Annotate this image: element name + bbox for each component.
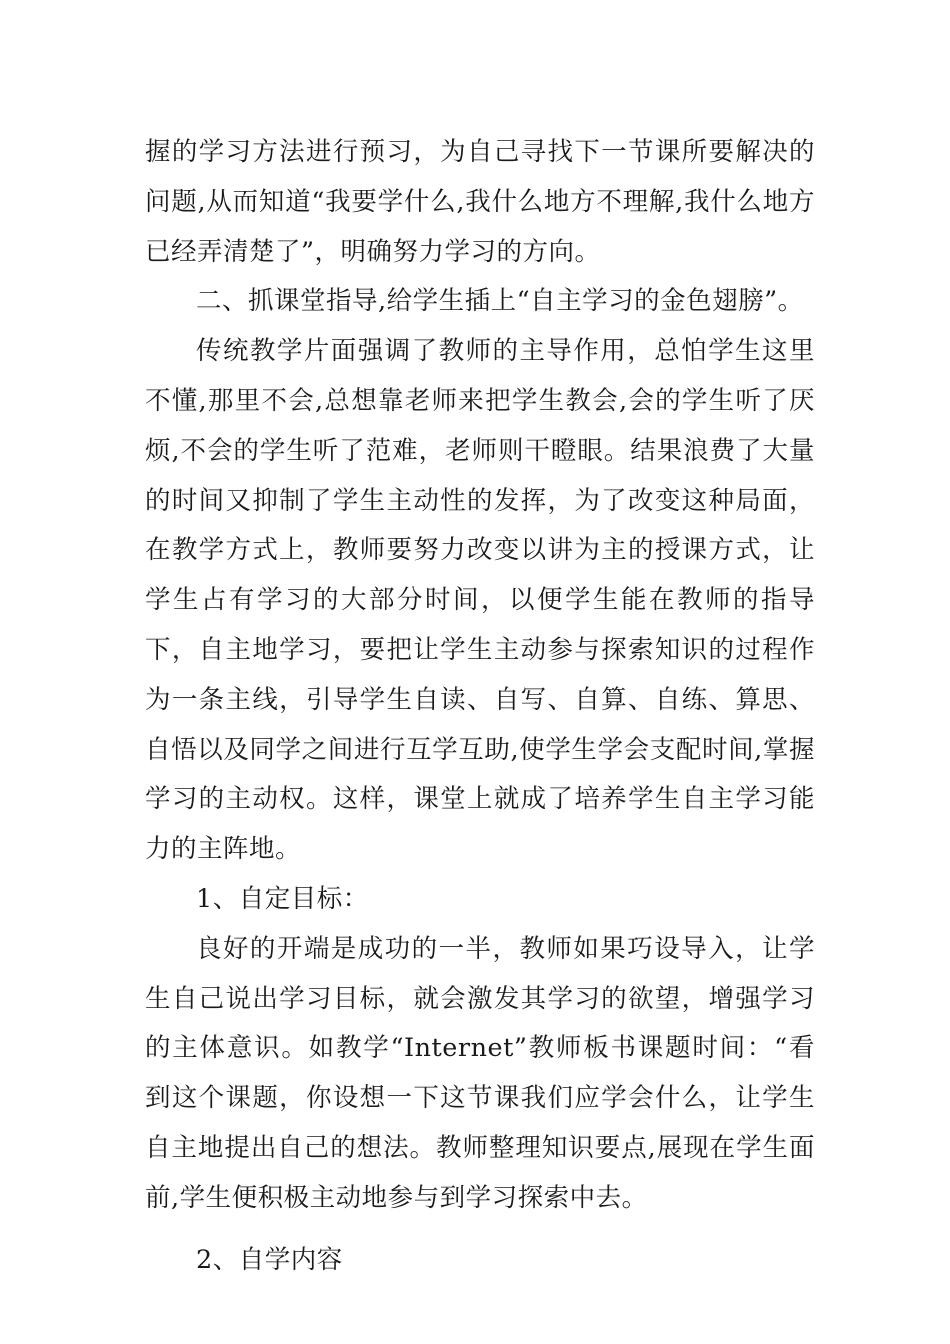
document-body: [145, 128, 815, 1285]
paragraph-traditional-teaching: 传统教学片面强调了教师的主导作用，总怕学生这里不懂,那里不会,总想靠老师来把学生教会,会的学生听了厌烦,不会的学生听了范难，老师则干瞪眼。结果浪费了大量的时间又抑制了学生主动性的发挥，为了改变这种局面，在教学方式上，教师要努力改变以讲为主的授课方式，让学生占有学习的大部分时间，以便学生能在教师的指导下，自主地学习，要把让学生主动参与探索知识的过程作为一条主线，引导学生自读、自写、自算、自练、算思、自悟以及同学之间进行互学互助,使学生学会支配时间,掌握学习的主动权。这样，课堂上就成了培养学生自主学习能力的主阵地。: [145, 336, 815, 865]
section-heading-2: 二、抓课堂指导,给学生插上“自主学习的金色翅膀”。: [196, 286, 804, 317]
subheading-2-self-study: 2、自学内容: [196, 1244, 343, 1275]
subheading-1-set-goals: 1、自定目标：: [196, 883, 369, 914]
paragraph-continuation: 握的学习方法进行预习，为自己寻找下一节课所要解决的问题,从而知道“我要学什么,我什么地方不理解,我什么地方已经弄清楚了”，明确努力学习的方向。: [145, 137, 815, 267]
paragraph-good-start: 良好的开端是成功的一半，教师如果巧设导入，让学生自己说出学习目标，就会激发其学习的欲望，增强学习的主体意识。如教学“Internet”教师板书课题时间：“看到这个课题，你设想一下这节课我们应学会什么，让学生自主地提出自己的想法。教师整理知识要点,展现在学生面前,学生便积极主动地参与到学习探索中去。: [145, 933, 815, 1213]
